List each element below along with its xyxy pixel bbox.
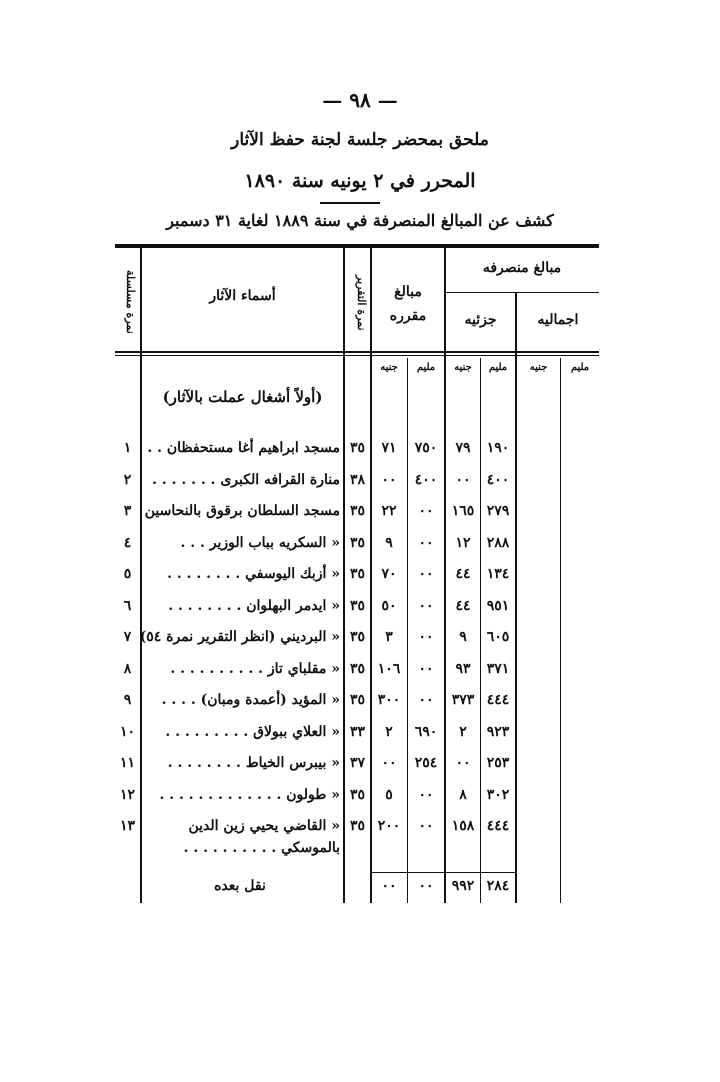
- row-partial-pound: ٠٠: [455, 472, 471, 488]
- header-spent-total: اجماليه: [537, 312, 579, 328]
- unit-partial-pound: جنيه: [454, 362, 472, 373]
- row-monument-name: « مقلباي تاز . . . . . . . . . .: [170, 661, 340, 677]
- row-alloc-pound: ١٠٦: [377, 661, 401, 677]
- carry-partial-milliem: ٢٨٤: [486, 878, 510, 894]
- unit-alloc-pound: جنيه: [380, 362, 398, 373]
- row-partial-pound: ٠٠: [455, 755, 471, 771]
- row-alloc-pound: ٢٢: [381, 503, 397, 519]
- col-divider-seq: [140, 248, 142, 903]
- carry-alloc-milliem: ٠٠: [418, 878, 434, 894]
- section-title: (أولاً أشغال عملت بالآثار): [162, 388, 323, 406]
- row-alloc-pound: ٠٠: [381, 755, 397, 771]
- row-partial-pound: ١٢: [455, 535, 471, 551]
- row-report-number: ٣٨: [349, 472, 366, 488]
- col-divider-names: [343, 248, 345, 903]
- row-partial-milliem: ٢٨٨: [486, 535, 510, 551]
- sub-divider-alloc: [407, 358, 408, 903]
- statement-title: كشف عن المبالغ المنصرفة في سنة ١٨٨٩ لغاية ٣١ دسمبر: [166, 211, 554, 230]
- row-seq-number: ١٠: [119, 724, 136, 740]
- row-partial-milliem: ٦٠٥: [486, 629, 510, 645]
- row-alloc-pound: ٠٠: [381, 472, 397, 488]
- row-report-number: ٣٥: [349, 692, 366, 708]
- row-alloc-milliem: ٧٥٠: [414, 440, 438, 456]
- row-seq-number: ٦: [123, 598, 132, 614]
- carry-forward-label: نقل بعده: [214, 878, 266, 894]
- table-top-rule: [115, 244, 599, 248]
- row-alloc-pound: ٣٠٠: [377, 692, 401, 708]
- row-monument-name: منارة القرافه الكبرى . . . . . . .: [152, 472, 340, 488]
- row-partial-milliem: ٩٥١: [486, 598, 510, 614]
- row-partial-milliem: ٣٠٢: [486, 787, 510, 803]
- row-alloc-pound: ٥٠: [381, 598, 397, 614]
- appendix-date: المحرر في ٢ يونيه سنة ١٨٩٠: [244, 170, 476, 192]
- row-monument-name: « أزبك اليوسفي . . . . . . . .: [167, 566, 340, 582]
- row-seq-number: ٣: [123, 503, 132, 519]
- row-alloc-milliem: ٤٠٠: [414, 472, 438, 488]
- row-seq-number: ٩: [123, 692, 132, 708]
- row-partial-pound: ٩٣: [455, 661, 471, 677]
- row-alloc-milliem: ٠٠: [418, 503, 434, 519]
- row-alloc-milliem: ٦٩٠: [414, 724, 438, 740]
- row-alloc-pound: ٢٠٠: [377, 818, 401, 834]
- row-alloc-pound: ٧١: [381, 440, 397, 456]
- row-partial-milliem: ٢٧٩: [486, 503, 510, 519]
- row-monument-name: « السكريه بباب الوزير . . .: [180, 535, 340, 551]
- header-seq-number: نمرة مسلسلة: [124, 270, 137, 334]
- row-alloc-milliem: ٠٠: [418, 818, 434, 834]
- row-partial-milliem: ٤٤٤: [486, 692, 510, 708]
- row-seq-number: ١١: [119, 755, 136, 771]
- page-number: — ٩٨ —: [322, 88, 398, 112]
- unit-alloc-milliem: مليم: [416, 362, 436, 373]
- row-monument-name: « البرديني (انظر التقرير نمرة ٥٤): [139, 629, 340, 645]
- appendix-title: ملحق بمحضر جلسة لجنة حفظ الآثار: [231, 130, 489, 150]
- unit-total-pound: جنيه: [529, 362, 548, 373]
- row-alloc-pound: ٢: [385, 724, 393, 740]
- row-report-number: ٣٥: [349, 661, 366, 677]
- row-report-number: ٣٥: [349, 629, 366, 645]
- row-alloc-milliem: ٠٠: [418, 629, 434, 645]
- carry-rule: [372, 872, 515, 873]
- row-partial-pound: ٨: [459, 787, 467, 803]
- row-report-number: ٣٥: [349, 818, 366, 834]
- carry-alloc-pound: ٠٠: [381, 878, 397, 894]
- sub-divider-partial: [480, 358, 481, 903]
- col-divider-partial: [515, 292, 517, 903]
- row-partial-pound: ١٥٨: [451, 818, 475, 834]
- row-monument-name: مسجد ابراهيم أغا مستحفظان . .: [147, 440, 340, 456]
- row-monument-name: مسجد السلطان برقوق بالنحاسين: [144, 503, 340, 519]
- row-seq-number: ٥: [123, 566, 132, 582]
- unit-partial-milliem: مليم: [488, 362, 508, 373]
- sub-divider-total: [560, 358, 561, 903]
- row-partial-milliem: ١٣٤: [486, 566, 510, 582]
- row-seq-number: ٨: [123, 661, 132, 677]
- row-report-number: ٣٥: [349, 787, 366, 803]
- row-report-number: ٣٥: [349, 535, 366, 551]
- row-alloc-milliem: ٠٠: [418, 535, 434, 551]
- row-monument-name: « العلاي ببولاق . . . . . . . . .: [165, 724, 340, 740]
- carry-partial-pound: ٩٩٢: [451, 878, 475, 894]
- row-partial-pound: ٩: [459, 629, 467, 645]
- row-report-number: ٣٥: [349, 503, 366, 519]
- row-seq-number: ١: [123, 440, 132, 456]
- row-partial-milliem: ٢٥٣: [486, 755, 510, 771]
- row-monument-name: « بيبرس الخياط . . . . . . . .: [167, 755, 340, 771]
- header-monument-names: أسماء الآثار: [209, 288, 276, 304]
- header-allocated: مبالغ مقرره: [389, 284, 427, 324]
- row-alloc-milliem: ٠٠: [418, 787, 434, 803]
- header-bottom-rule-2: [115, 355, 599, 356]
- header-bottom-rule: [115, 351, 599, 353]
- title-divider: [320, 202, 380, 204]
- row-report-number: ٣٥: [349, 566, 366, 582]
- row-monument-name: « المؤيد (أعمدة ومبان) . . . .: [161, 692, 340, 708]
- row-seq-number: ١٣: [119, 818, 136, 834]
- header-spent-partial: جزئيه: [464, 312, 497, 328]
- unit-total-milliem: مليم: [570, 362, 590, 373]
- row-partial-pound: ١٦٥: [451, 503, 475, 519]
- row-seq-number: ٤: [123, 535, 132, 551]
- row-partial-pound: ٢: [459, 724, 467, 740]
- row-monument-name-cont: بالموسكي . . . . . . . . . .: [183, 840, 340, 856]
- row-alloc-milliem: ٢٥٤: [414, 755, 438, 771]
- row-monument-name: « القاضي يحيي زين الدين: [188, 818, 340, 834]
- row-seq-number: ٢: [123, 472, 132, 488]
- row-partial-pound: ٧٩: [455, 440, 471, 456]
- row-alloc-milliem: ٠٠: [418, 661, 434, 677]
- row-monument-name: « ايدمر البهلوان . . . . . . . .: [168, 598, 340, 614]
- row-report-number: ٣٥: [349, 598, 366, 614]
- row-partial-milliem: ٣٧١: [486, 661, 510, 677]
- header-spent: مبالغ منصرفه: [482, 260, 562, 276]
- spent-subheader-rule: [445, 292, 599, 293]
- header-report-number: نمرة التقرير: [355, 275, 368, 331]
- row-report-number: ٣٣: [349, 724, 366, 740]
- row-monument-name: « طولون . . . . . . . . . . . . .: [159, 787, 340, 803]
- row-alloc-pound: ٧٠: [381, 566, 397, 582]
- row-report-number: ٣٥: [349, 440, 366, 456]
- row-partial-milliem: ٤٠٠: [486, 472, 510, 488]
- row-partial-pound: ٤٤: [455, 566, 471, 582]
- row-alloc-milliem: ٠٠: [418, 692, 434, 708]
- row-alloc-milliem: ٠٠: [418, 566, 434, 582]
- row-alloc-milliem: ٠٠: [418, 598, 434, 614]
- row-partial-pound: ٤٤: [455, 598, 471, 614]
- row-seq-number: ١٢: [119, 787, 136, 803]
- row-report-number: ٣٧: [349, 755, 366, 771]
- row-alloc-pound: ٣: [385, 629, 393, 645]
- row-partial-milliem: ٤٤٤: [486, 818, 510, 834]
- row-partial-milliem: ٩٢٣: [486, 724, 510, 740]
- row-partial-pound: ٣٧٣: [451, 692, 475, 708]
- row-partial-milliem: ١٩٠: [486, 440, 510, 456]
- row-seq-number: ٧: [123, 629, 132, 645]
- row-alloc-pound: ٩: [385, 535, 393, 551]
- row-alloc-pound: ٥: [385, 787, 393, 803]
